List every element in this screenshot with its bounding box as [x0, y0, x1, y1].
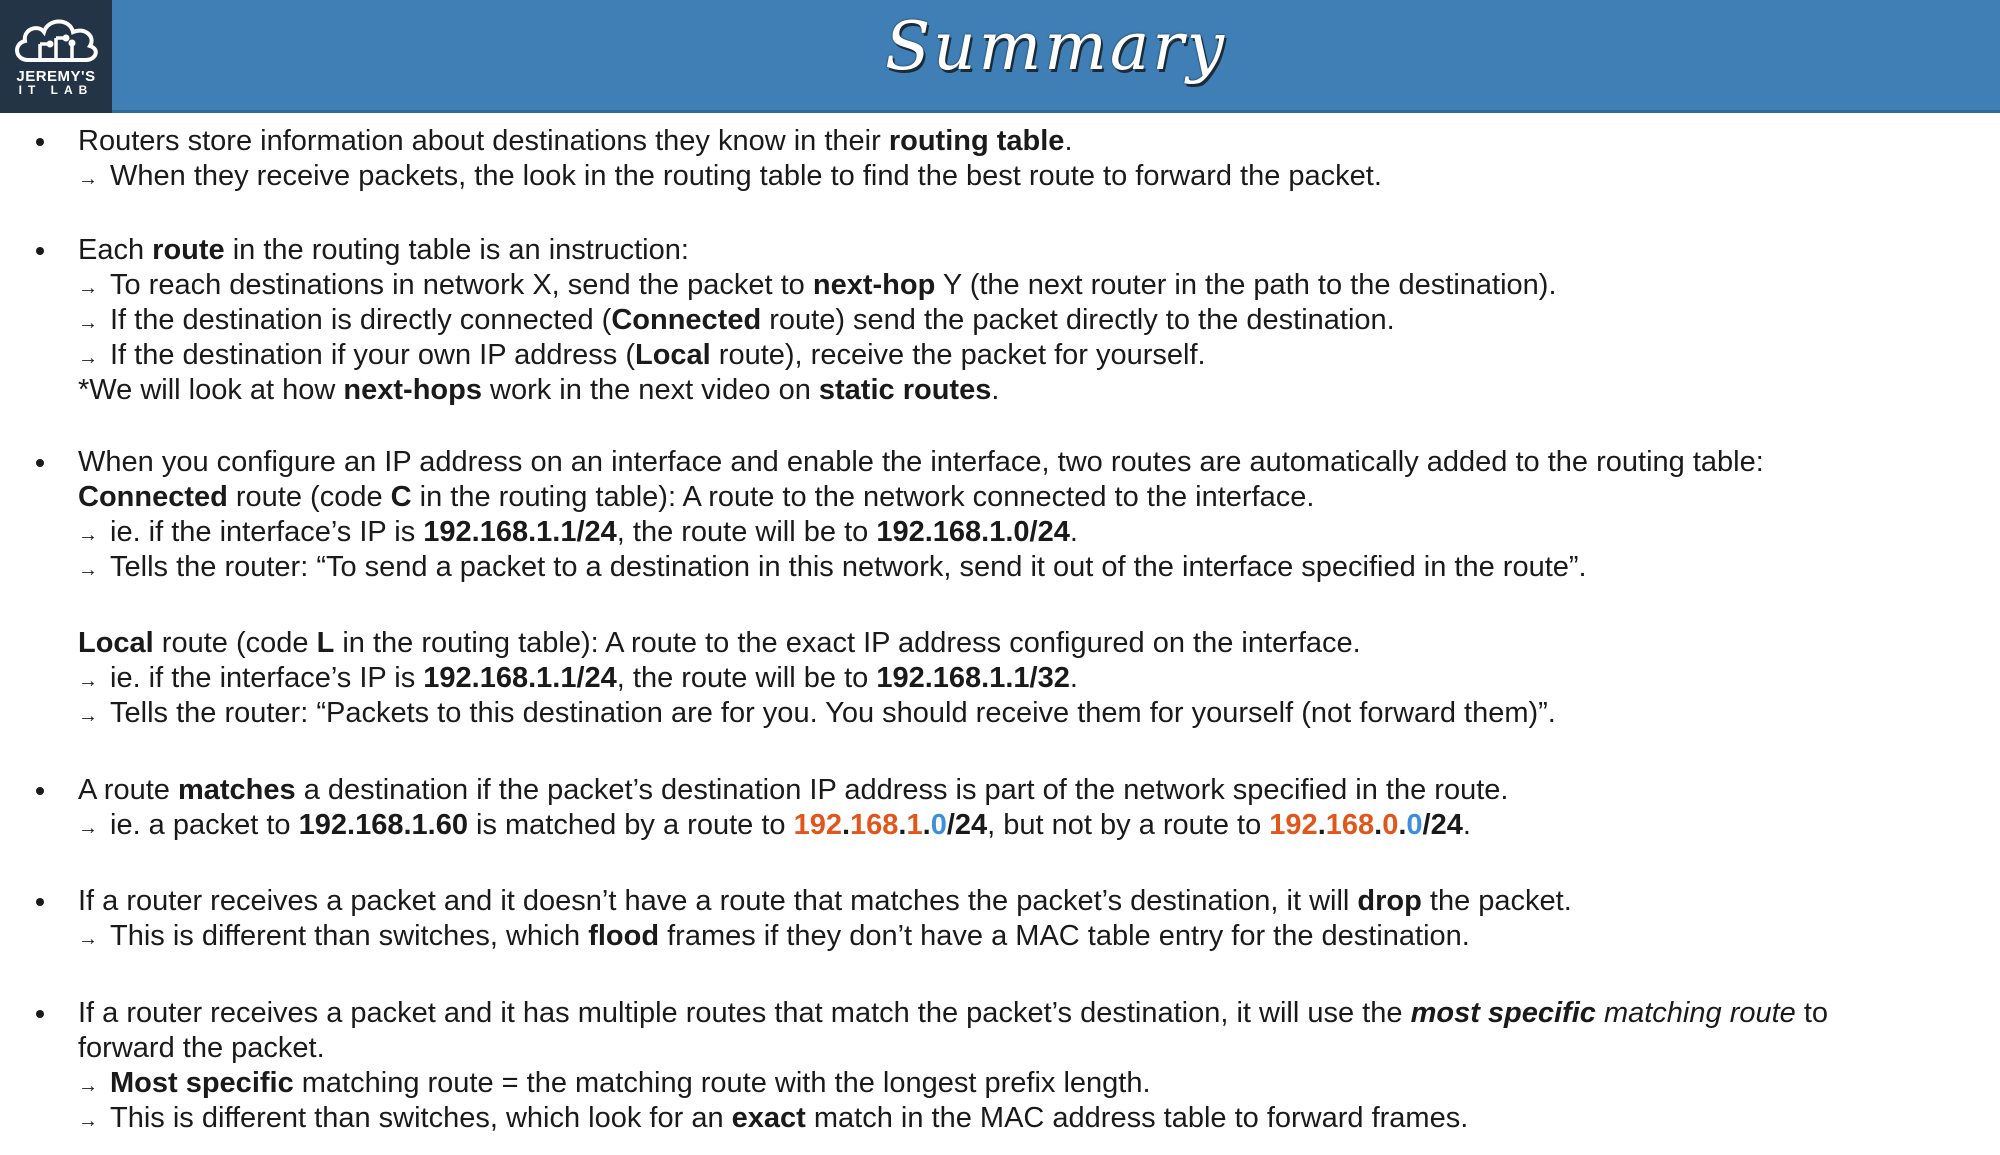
arrow-icon: → — [78, 524, 98, 546]
arrow-icon: → — [78, 928, 98, 950]
arrow-icon: → — [78, 817, 98, 839]
non-matching-route: 192.168.0.0/24 — [1269, 809, 1463, 841]
bullet-note: *We will look at how next-hops work in the next video on static routes. — [78, 374, 1000, 406]
slide-title: Summary — [884, 8, 1228, 85]
bullet-subline: → ie. a packet to 192.168.1.60 is matched by a route to 192.168.1.0/24, but not by a route to 192.168.0.0/24. — [78, 808, 1471, 846]
logo-text-line1: JEREMY'S — [16, 68, 96, 85]
bullet-dot — [36, 138, 44, 146]
bullet-subline: → If the destination is directly connected (Connected route) send the packet directly to the destination. — [78, 303, 1395, 341]
bullet-subline: → If the destination if your own IP address (Local route), receive the packet for yourself. — [78, 338, 1206, 376]
bullet-line-continued: forward the packet. — [78, 1032, 325, 1064]
arrow-icon: → — [78, 559, 98, 581]
jeremys-it-lab-logo — [0, 0, 112, 113]
bullet-dot — [36, 247, 44, 255]
arrow-icon: → — [78, 168, 98, 190]
bullet-dot — [36, 787, 44, 795]
arrow-icon: → — [78, 312, 98, 334]
bullet-dot — [36, 459, 44, 467]
slide-header — [0, 0, 2000, 113]
cloud-circuit-icon — [10, 12, 102, 68]
bullet-subline: → ie. if the interface’s IP is 192.168.1.1/24, the route will be to 192.168.1.1/32. — [78, 661, 1078, 699]
bullet-subline: → ie. if the interface’s IP is 192.168.1.1/24, the route will be to 192.168.1.0/24. — [78, 515, 1078, 553]
bullet-subline: → This is different than switches, which look for an exact match in the MAC address table to forward frames. — [78, 1101, 1468, 1139]
bullet-line: Each route in the routing table is an instruction: — [78, 234, 689, 266]
arrow-icon: → — [78, 705, 98, 727]
bullet-dot — [36, 898, 44, 906]
bullet-line: Routers store information about destinations they know in their routing table. — [78, 125, 1073, 157]
logo-text-line2: IT LAB — [18, 83, 94, 97]
bullet-line: When you configure an IP address on an interface and enable the interface, two routes are automatically added to the routing table: — [78, 446, 1764, 478]
bullet-subline: → Most specific matching route = the matching route with the longest prefix length. — [78, 1066, 1151, 1104]
arrow-icon: → — [78, 1110, 98, 1132]
bullet-line: A route matches a destination if the packet’s destination IP address is part of the network specified in the route. — [78, 774, 1509, 806]
bullet-dot — [36, 1010, 44, 1018]
header-bottom-edge — [0, 110, 2000, 113]
bullet-line: If a router receives a packet and it doesn’t have a route that matches the packet’s destination, it will drop the packet. — [78, 885, 1572, 917]
bullet-subline: Local route (code L in the routing table): A route to the exact IP address configured on the interface. — [78, 627, 1361, 659]
bullet-line: If a router receives a packet and it has multiple routes that match the packet’s destination, it will use the most specific matching route to — [78, 997, 1829, 1029]
arrow-icon: → — [78, 670, 98, 692]
arrow-icon: → — [78, 1075, 98, 1097]
bullet-subline: → This is different than switches, which flood frames if they don’t have a MAC table entry for the destination. — [78, 919, 1470, 957]
matching-route: 192.168.1.0/24 — [793, 809, 988, 841]
bullet-subline: → To reach destinations in network X, send the packet to next-hop Y (the next router in the path to the destination). — [78, 268, 1557, 306]
arrow-icon: → — [78, 347, 98, 369]
bullet-subline: → When they receive packets, the look in the routing table to find the best route to forward the packet. — [78, 159, 1382, 197]
arrow-icon: → — [78, 277, 98, 299]
bullet-subline: → Tells the router: “Packets to this destination are for you. You should receive them for yourself (not forward them)”. — [78, 696, 1556, 734]
bullet-subline: → Tells the router: “To send a packet to a destination in this network, send it out of the interface specified in the route”. — [78, 550, 1587, 588]
bullet-subline: Connected route (code C in the routing table): A route to the network connected to the interface. — [78, 481, 1315, 513]
